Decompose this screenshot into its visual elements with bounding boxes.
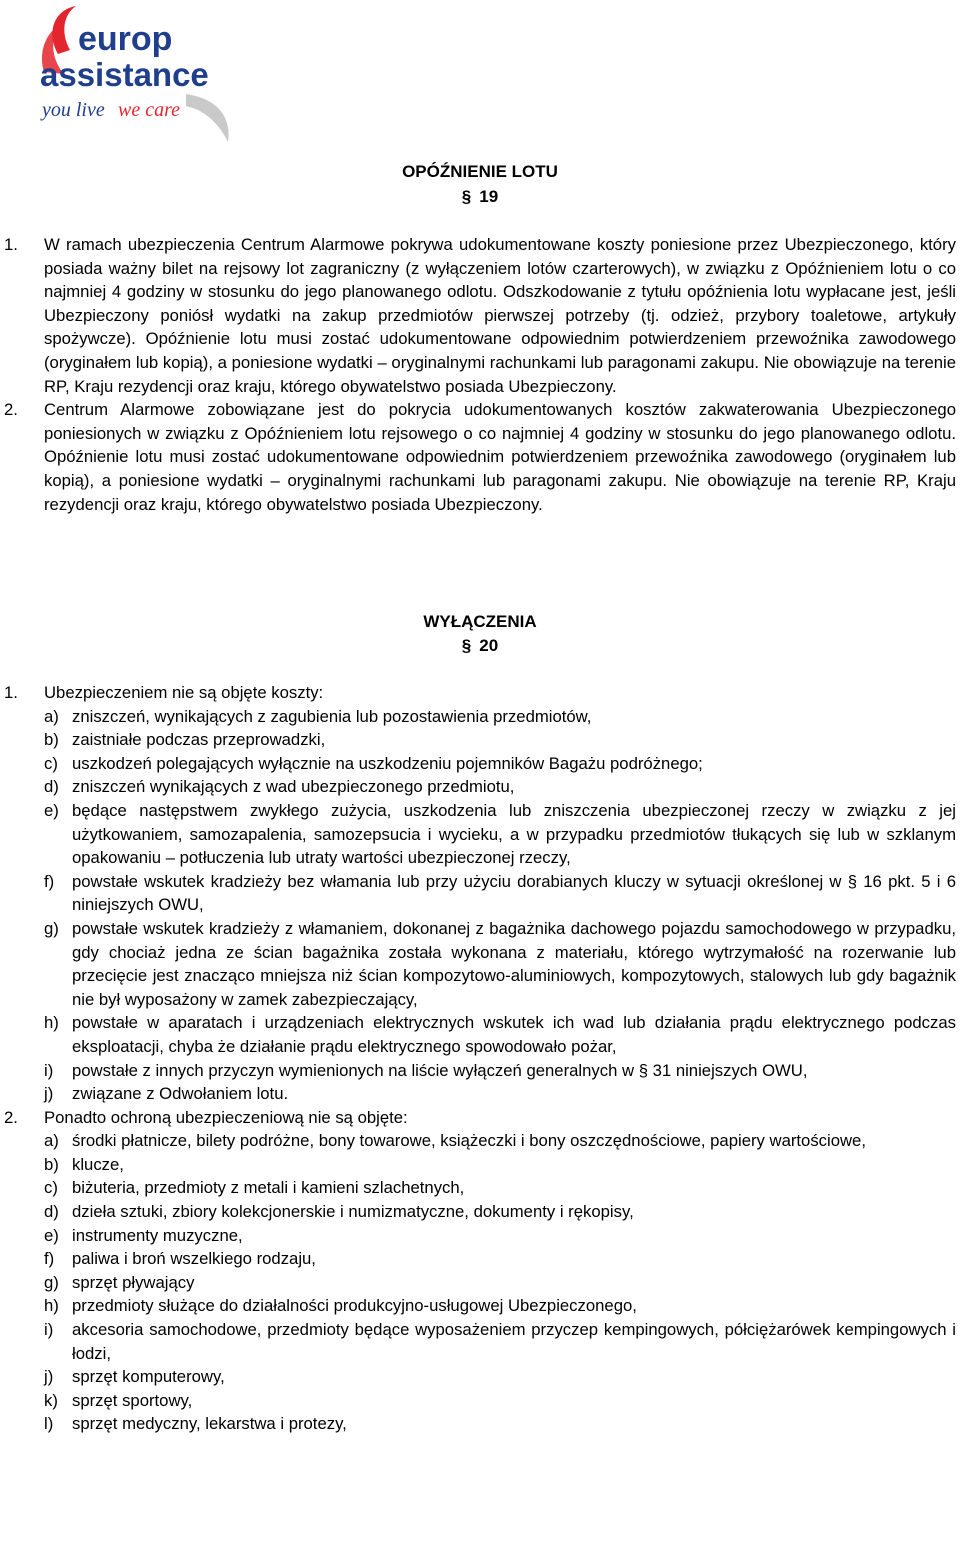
logo-graphic xyxy=(36,2,236,152)
section-19-title: OPÓŹNIENIE LOTU xyxy=(402,162,558,181)
sub-list-item xyxy=(0,1176,956,1200)
sub-item-text: biżuteria, przedmioty z metali i kamieni szlachetnych, xyxy=(72,1178,465,1198)
sub-item-letter: e) xyxy=(44,1225,59,1245)
sub-item-letter: a) xyxy=(44,706,59,726)
sub-item-text: przedmioty służące do działalności produkcyjno-usługowej Ubezpieczonego, xyxy=(72,1296,637,1316)
logo-word-europ: europ xyxy=(78,20,173,58)
section-number: 19 xyxy=(479,187,499,206)
sub-list-item xyxy=(0,1082,956,1106)
sub-item-letter: k) xyxy=(44,1390,58,1410)
sub-item-letter: a) xyxy=(44,1131,59,1151)
sub-list-item xyxy=(0,1271,956,1295)
sub-item-text: sprzęt komputerowy, xyxy=(72,1367,225,1387)
sub-item-text: związane z Odwołaniem lotu. xyxy=(72,1084,289,1104)
sub-item-letter: d) xyxy=(44,1202,59,1222)
sub-list-item xyxy=(0,1129,956,1153)
sub-item-text: uszkodzeń polegających wyłącznie na uszkodzeniu pojemników Bagażu podróżnego; xyxy=(72,753,703,773)
sub-item-text: klucze, xyxy=(72,1154,124,1174)
sub-list-item xyxy=(0,1247,956,1271)
sub-item-text: zaistniałe podczas przeprowadzki, xyxy=(72,730,326,750)
sub-list-item xyxy=(0,917,956,1011)
sub-item-letter: e) xyxy=(44,800,59,820)
item-number: 1. xyxy=(4,683,18,702)
sub-list-item xyxy=(0,870,956,917)
sub-item-text: powstałe wskutek kradzieży z włamaniem, dokonanej z bagażnika dachowego pojazdu samochodowego w przypadku, gdy chociaż jedna ze ścian bagażnika została wykonana z materiału, którego wytrzymałość na rozerwanie lub przecięcie jest znacząco mniejsza niż ścian kompozytowo-aluminiowych, kompozytowych, stalowych lub gdy bagażnik nie był wyposażony w zamek zabezpieczający, xyxy=(72,918,956,1009)
sub-item-letter: l) xyxy=(44,1414,54,1434)
logo-tagline-a: you live xyxy=(42,99,105,121)
section-number: 20 xyxy=(479,636,499,655)
list-item xyxy=(0,398,956,516)
sub-list-item xyxy=(0,1294,956,1318)
sub-item-text: paliwa i broń wszelkiego rodzaju, xyxy=(72,1249,316,1269)
section-19-number xyxy=(0,185,960,209)
sub-item-text: powstałe w aparatach i urządzeniach elektrycznych wskutek ich wad lub działania prądu elektrycznego podczas eksploatacji, chyba że działanie prądu elektrycznego spowodowało pożar, xyxy=(72,1013,956,1056)
sub-item-text: sprzęt medyczny, lekarstwa i protezy, xyxy=(72,1414,347,1434)
sub-list-item xyxy=(0,1224,956,1248)
item-number: 2. xyxy=(4,400,18,420)
sub-item-text: sprzęt sportowy, xyxy=(72,1390,193,1410)
item-number: 1. xyxy=(4,235,18,254)
sub-item-letter: i) xyxy=(44,1060,54,1080)
sub-item-letter: i) xyxy=(44,1320,54,1340)
sub-item-letter: j) xyxy=(44,1084,54,1104)
section-20-number xyxy=(0,634,960,658)
paragraph-symbol: § xyxy=(461,636,472,655)
section-20-title: WYŁĄCZENIA xyxy=(423,612,537,631)
sub-item-letter: c) xyxy=(44,753,58,773)
item-text: Ponadto ochroną ubezpieczeniową nie są objęte: xyxy=(44,1107,408,1127)
sub-list-item xyxy=(0,1389,956,1413)
sub-list-item xyxy=(0,1153,956,1177)
sub-list-item xyxy=(0,705,956,729)
sub-list-item xyxy=(0,775,956,799)
sub-item-text: instrumenty muzyczne, xyxy=(72,1225,243,1245)
item-text: Centrum Alarmowe zobowiązane jest do pokrycia udokumentowanych kosztów zakwaterowania Ubezpieczonego poniesionych w związku z Opóźnieniem lotu rejsowego o co najmniej 4 godziny w stosunku do jego planowanego odlotu. Opóźnienie lotu musi zostać udokumentowane odpowiednim potwierdzeniem przewoźnika zawodowego (oryginałem lub kopią), a poniesione wydatki – oryginalnymi rachunkami lub paragonami zakupu. Nie obowiązuje na terenie RP, Kraju rezydencji oraz kraju, którego obywatelstwo posiada Ubezpieczony. xyxy=(44,400,956,514)
list-item xyxy=(0,1106,956,1130)
sub-item-text: środki płatnicze, bilety podróżne, bony towarowe, książeczki i bony oszczędnościowe, papiery wartościowe, xyxy=(72,1131,866,1151)
europ-assistance-logo xyxy=(36,2,236,152)
sub-item-text: akcesoria samochodowe, przedmioty będące wyposażeniem przyczep kempingowych, półciężarówek kempingowych i łodzi, xyxy=(72,1320,956,1363)
sub-list-item xyxy=(0,799,956,870)
sub-list-item xyxy=(0,1365,956,1389)
sub-item-letter: b) xyxy=(44,1154,59,1174)
sub-item-letter: j) xyxy=(44,1367,54,1387)
sub-item-text: powstałe z innych przyczyn wymienionych na liście wyłączeń generalnych w § 31 niniejszych OWU, xyxy=(72,1060,808,1080)
paragraph-symbol: § xyxy=(461,187,472,206)
item-number: 2. xyxy=(4,1107,18,1127)
sub-item-letter: f) xyxy=(44,871,55,891)
sub-list-item xyxy=(0,1318,956,1365)
sub-list-item xyxy=(0,1412,956,1436)
sub-item-letter: g) xyxy=(44,1272,59,1292)
logo-word-assistance: assistance xyxy=(40,56,209,93)
sub-item-text: sprzęt pływający xyxy=(72,1272,195,1292)
sub-item-letter: f) xyxy=(44,1249,55,1269)
sub-item-letter: h) xyxy=(44,1296,59,1316)
sub-item-letter: g) xyxy=(44,918,59,938)
list-item xyxy=(0,233,956,398)
item-text: Ubezpieczeniem nie są objęte koszty: xyxy=(44,683,324,702)
sub-item-letter: d) xyxy=(44,777,59,797)
sub-item-text: zniszczeń wynikających z wad ubezpieczonego przedmiotu, xyxy=(72,777,515,797)
sub-list-item xyxy=(0,728,956,752)
sub-item-letter: c) xyxy=(44,1178,58,1198)
sub-item-text: powstałe wskutek kradzieży bez włamania lub przy użyciu dorabianych kluczy w sytuacji określonej w § 16 pkt. 5 i 6 niniejszych OWU, xyxy=(72,871,956,915)
sub-list-item xyxy=(0,752,956,776)
sub-list-item xyxy=(0,1011,956,1058)
sub-list-item xyxy=(0,1200,956,1224)
sub-item-text: zniszczeń, wynikających z zagubienia lub pozostawienia przedmiotów, xyxy=(72,706,592,726)
item-text: W ramach ubezpieczenia Centrum Alarmowe pokrywa udokumentowane koszty poniesione przez Ubezpieczonego, który posiada ważny bilet na rejsowy lot zagraniczny (z wyłączeniem lotów czarterowych), w związku z Opóźnieniem lotu o co najmniej 4 godziny w stosunku do jego planowanego odlotu. Odszkodowanie z tytułu opóźnienia lotu wypłacane jest, jeśli Ubezpieczony poniósł wydatki na zakup przedmiotów pierwszej potrzeby (tj. odzież, przybory toaletowe, artykuły spożywcze). Opóźnienie lotu musi zostać udokumentowane odpowiednim potwierdzeniem przewoźnika zawodowego (oryginałem lub kopią), a poniesione wydatki – oryginalnymi rachunkami lub paragonami zakupu. Nie obowiązuje na terenie RP, Kraju rezydencji oraz kraju, którego obywatelstwo posiada Ubezpieczony. xyxy=(44,235,956,396)
sub-item-text: dzieła sztuki, zbiory kolekcjonerskie i numizmatyczne, dokumenty i rękopisy, xyxy=(72,1202,634,1222)
list-item xyxy=(0,681,956,705)
sub-item-text: będące następstwem zwykłego zużycia, uszkodzenia lub zniszczenia ubezpieczonej rzeczy w związku z jej użytkowaniem, samozapalenia, samozepsucia i wycieku, a w przypadku przedmiotów tłukących się lub w szklanym opakowaniu – potłuczenia lub utraty wartości ubezpieczonej rzeczy, xyxy=(72,800,956,868)
sub-item-letter: h) xyxy=(44,1013,59,1033)
logo-tagline-b: we care xyxy=(118,99,181,121)
section-20-body xyxy=(0,681,956,1436)
sub-list-item xyxy=(0,1059,956,1083)
section-19-body xyxy=(0,233,956,516)
sub-item-letter: b) xyxy=(44,730,59,750)
